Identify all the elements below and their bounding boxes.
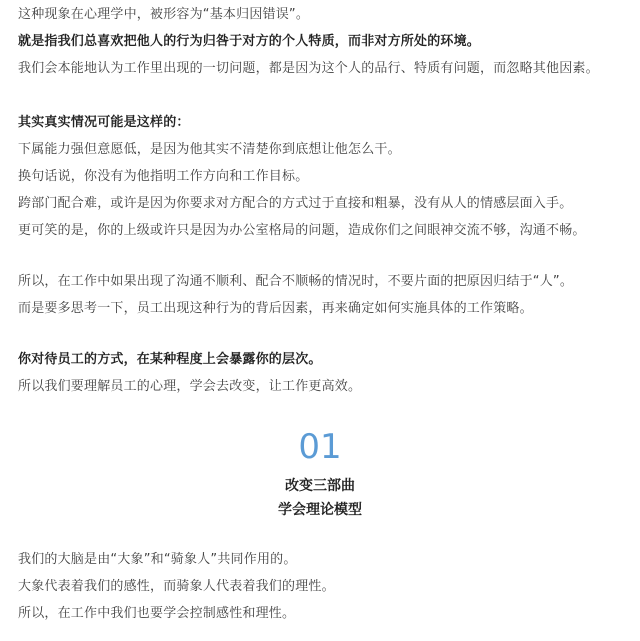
paragraph-line: 而是要多思考一下，员工出现这种行为的背后因素，再来确定如何实施具体的工作策略。 [18, 301, 533, 316]
paragraph-line: 所以，在工作中如果出现了沟通不顺利、配合不顺畅的情况时，不要片面的把原因归结于“人”。 [18, 274, 574, 289]
paragraph-line: 所以，在工作中我们也要学会控制感性和理性。 [18, 606, 296, 621]
paragraph-line: 更可笑的是，你的上级或许只是因为办公室格局的问题，造成你们之间眼神交流不够，沟通不畅。 [18, 223, 586, 238]
subheading: 其实真实情况可能是这样的： [18, 115, 190, 130]
paragraph-line: 换句话说，你没有为他指明工作方向和工作目标。 [18, 169, 309, 184]
section-subtitle: 学会理论模型 [278, 502, 362, 518]
section-number: 01 [298, 427, 342, 467]
paragraph-line: 这种现象在心理学中，被形容为“基本归因错误”。 [18, 7, 310, 22]
paragraph-line: 跨部门配合难，或许是因为你要求对方配合的方式过于直接和粗暴，没有从人的情感层面入手。 [18, 196, 573, 211]
section-title: 改变三部曲 [285, 478, 355, 494]
paragraph-line: 大象代表着我们的感性，而骑象人代表着我们的理性。 [18, 579, 335, 594]
emphasis-line: 就是指我们总喜欢把他人的行为归咎于对方的个人特质，而非对方所处的环境。 [18, 34, 481, 49]
subheading: 你对待员工的方式，在某种程度上会暴露你的层次。 [18, 352, 322, 367]
paragraph-line: 我们会本能地认为工作里出现的一切问题，都是因为这个人的品行、特质有问题，而忽略其他因素。 [18, 61, 599, 76]
paragraph-line: 下属能力强但意愿低，是因为他其实不清楚你到底想让他怎么干。 [18, 142, 401, 157]
paragraph-line: 所以我们要理解员工的心理，学会去改变，让工作更高效。 [18, 379, 362, 394]
paragraph-line: 我们的大脑是由“大象”和“骑象人”共同作用的。 [18, 552, 297, 567]
